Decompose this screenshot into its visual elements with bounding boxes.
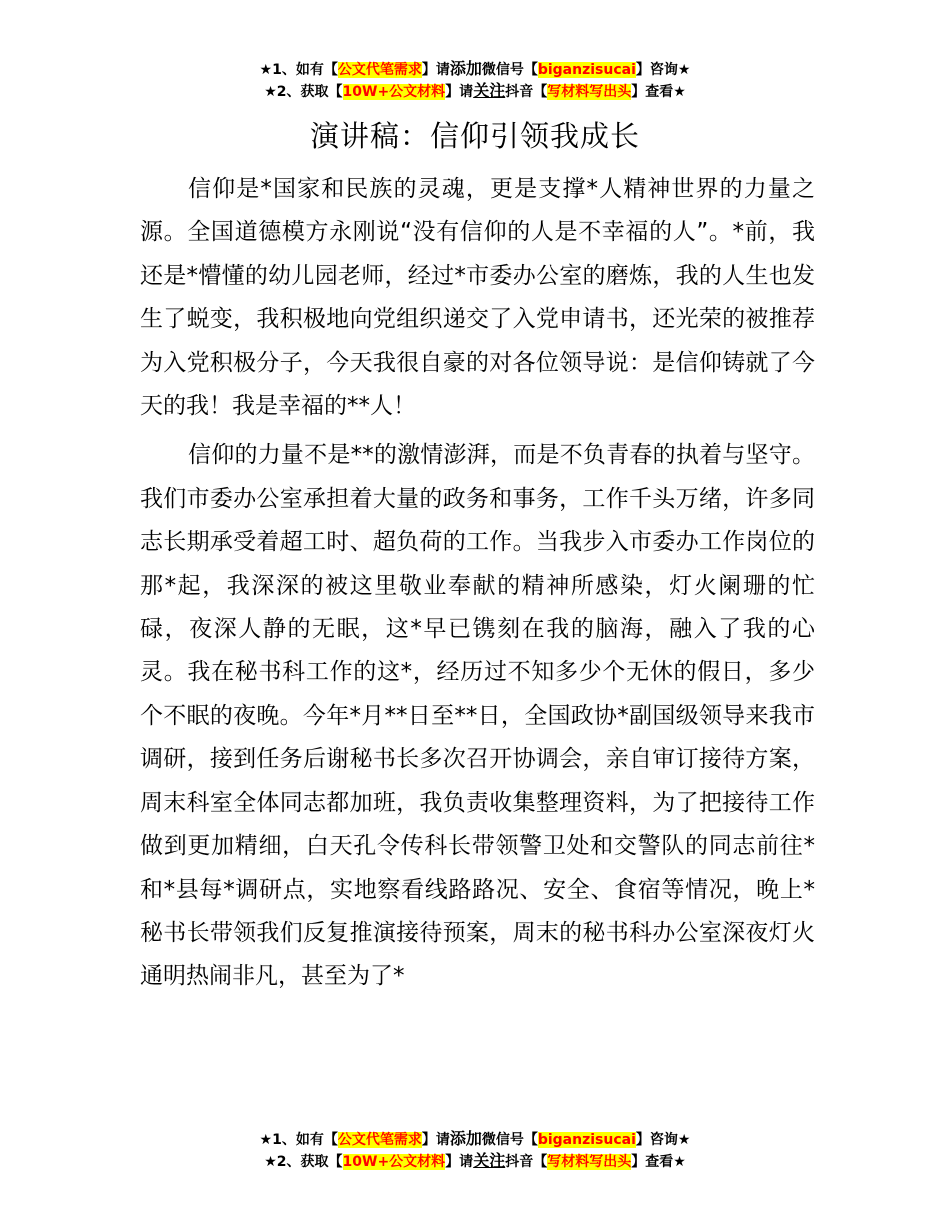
notice-text: 】查看★	[631, 84, 686, 100]
notice-line-2	[0, 1150, 950, 1172]
notice-line-2	[0, 80, 950, 102]
notice-text: 抖音【	[505, 1154, 548, 1170]
paragraph: 信仰是*国家和民族的灵魂，更是支撑*人精神世界的力量之源。全国道德模方永刚说“没有信仰的人是不幸福的人”。*前，我还是*懵懂的幼儿园老师，经过*市委办公室的磨炼，我的人生也发生了蜕变，我积极地向党组织递交了入党申请书，还光荣的被推荐为入党积极分子，今天我很自豪的对各位领导说：是信仰铸就了今天的我！我是幸福的**人！	[140, 176, 815, 420]
notice-text: 抖音【	[505, 84, 548, 100]
notice-line-1	[0, 58, 950, 80]
highlight-douyin: 写材料写出头	[547, 1154, 632, 1170]
highlight-materials: 10W+公文材料	[342, 1154, 446, 1170]
notice-text: 】咨询★	[635, 62, 691, 78]
notice-text: 微信号【	[481, 62, 538, 78]
highlight-douyin: 写材料写出头	[547, 84, 632, 100]
notice-text: ★1、如有【	[259, 62, 338, 78]
paragraph: 信仰的力量不是**的激情澎湃，而是不负青春的执着与坚守。我们市委办公室承担着大量的政务和事务，工作千头万绪，许多同志长期承受着超工时、超负荷的工作。当我步入市委办工作岗位的那*起，我深深的被这里敬业奉献的精神所感染，灯火阑珊的忙碌，夜深人静的无眠，这*早已镌刻在我的脑海，融入了我的心灵。我在秘书科工作的这*，经历过不知多少个无休的假日，多少个不眠的夜晚。今年*月**日至**日，全国政协*副国级领导来我市调研，接到任务后谢秘书长多次召开协调会，亲自审订接待方案，周末科室全体同志都加班，我负责收集整理资料，为了把接待工作做到更加精细，白天孔令传科长带领警卫处和交警队的同志前往*和*县每*调研点，实地察看线路路况、安全、食宿等情况，晚上*秘书长带领我们反复推演接待预案，周末的秘书科办公室深夜灯火通明热闹非凡，甚至为了*	[140, 442, 815, 990]
highlight-service: 公文代笔需求	[337, 62, 422, 78]
notice-text: 】咨询★	[635, 1132, 691, 1148]
footer-notice	[0, 1128, 950, 1172]
highlight-materials: 10W+公文材料	[342, 84, 446, 100]
notice-text: 】请	[421, 62, 450, 78]
notice-text: 】请	[445, 1154, 474, 1170]
emphasis-text: 关注	[473, 1151, 506, 1170]
highlight-service: 公文代笔需求	[337, 1132, 422, 1148]
notice-text: ★2、获取【	[264, 84, 343, 100]
highlight-wechat-id: biganzisucai	[537, 62, 636, 78]
notice-text: 】查看★	[631, 1154, 686, 1170]
highlight-wechat-id: biganzisucai	[537, 1132, 636, 1148]
notice-text: 】请	[421, 1132, 450, 1148]
document-body	[140, 168, 815, 999]
header-notice	[0, 58, 950, 102]
notice-text: ★2、获取【	[264, 1154, 343, 1170]
document-title: 演讲稿：信仰引领我成长	[309, 119, 640, 153]
emphasis-text: 添加	[449, 59, 482, 78]
emphasis-text: 添加	[449, 1129, 482, 1148]
emphasis-text: 关注	[473, 81, 506, 100]
notice-text: ★1、如有【	[259, 1132, 338, 1148]
notice-text: 】请	[445, 84, 474, 100]
notice-line-1	[0, 1128, 950, 1150]
notice-text: 微信号【	[481, 1132, 538, 1148]
